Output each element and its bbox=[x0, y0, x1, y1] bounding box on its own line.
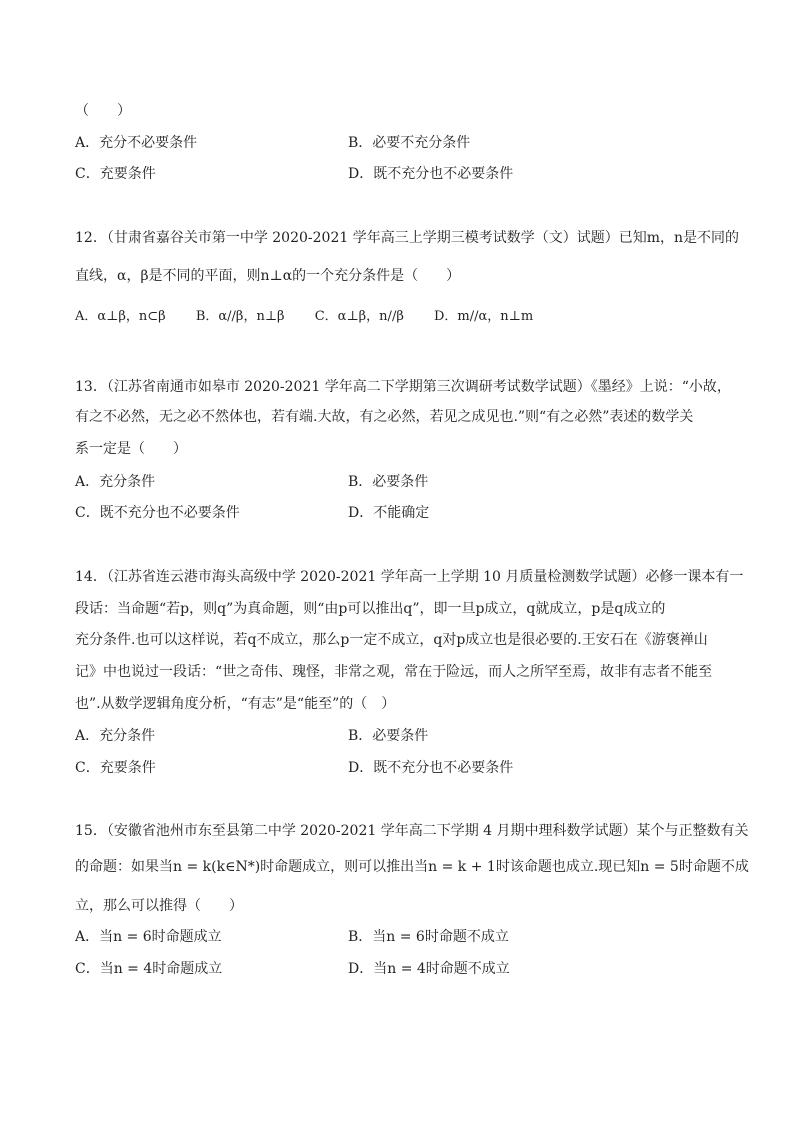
q14-stem-line-1: 14．（江苏省连云港市海头高级中学 2020-2021 学年高一上学期 10 月质量检测数学试题）必修一课本有一 bbox=[75, 569, 744, 585]
q13-stem-line-3: 系一定是（ ） bbox=[75, 441, 187, 457]
q13-option-b: B．必要条件 bbox=[348, 474, 429, 490]
q15-option-d: D．当n = 4时命题不成立 bbox=[348, 961, 510, 977]
q15-option-a: A．当n = 6时命题成立 bbox=[75, 929, 222, 945]
q14-option-c: C．充要条件 bbox=[75, 760, 156, 776]
q15-stem-line-2: 的命题：如果当n = k(k∈N*)时命题成立，则可以推出当n = k + 1时该命题也成立.现已知n = 5时命题不成 bbox=[75, 859, 749, 875]
q13-stem-line-1: 13．（江苏省南通市如皋市 2020-2021 学年高二下学期第三次调研考试数学试题）《墨经》上说：“小故， bbox=[75, 379, 731, 395]
q13-option-d: D．不能确定 bbox=[348, 505, 430, 521]
q14-stem-line-3: 充分条件.也可以这样说，若q不成立，那么p一定不成立，q对p成立也是很必要的.王安石在《游褒禅山 bbox=[75, 632, 708, 648]
q15-option-b: B．当n = 6时命题不成立 bbox=[348, 929, 509, 945]
q12-stem-line-2: 直线，α，β是不同的平面，则n⊥α的一个充分条件是（ ） bbox=[75, 268, 461, 284]
q15-option-c: C．当n = 4时命题成立 bbox=[75, 961, 223, 977]
q12-option-a: A．α⊥β，n⊂β bbox=[75, 309, 166, 324]
q11-option-c: C．充要条件 bbox=[75, 166, 156, 182]
q12-option-c: C．α⊥β，n//β bbox=[314, 309, 404, 324]
q13-option-c: C．既不充分也不必要条件 bbox=[75, 505, 240, 521]
q14-stem-line-4: 记》中也说过一段话：“世之奇伟、瑰怪，非常之观，常在于险远，而人之所罕至焉，故非有志者不能至 bbox=[75, 664, 713, 680]
q14-stem-line-2: 段话：当命题“若p，则q”为真命题，则“由p可以推出q”，即一旦p成立，q就成立，p是q成立的 bbox=[75, 601, 666, 617]
q12-option-d: D．m//α，n⊥m bbox=[433, 309, 534, 324]
q14-stem-line-5: 也”.从数学逻辑角度分析，“有志”是“能至”的（ ） bbox=[75, 696, 396, 712]
q14-option-d: D．既不充分也不必要条件 bbox=[348, 760, 514, 776]
q11-stem-tail: （ ） bbox=[75, 103, 131, 119]
q12-stem-line-1: 12．（甘肃省嘉谷关市第一中学 2020-2021 学年高三上学期三模考试数学（文）试题）已知m，n是不同的 bbox=[75, 230, 739, 246]
q12-options bbox=[75, 307, 533, 327]
q11-option-d: D．既不充分也不必要条件 bbox=[348, 166, 514, 182]
q11-option-a: A．充分不必要条件 bbox=[75, 135, 198, 151]
q15-stem-line-3: 立，那么可以推得（ ） bbox=[75, 898, 243, 914]
q11-option-b: B．必要不充分条件 bbox=[348, 135, 471, 151]
q13-stem-line-2: 有之不必然，无之必不然体也，若有端.大故，有之必然，若见之成见也.”则“有之必然”表述的数学关 bbox=[75, 409, 694, 425]
q14-option-b: B．必要条件 bbox=[348, 728, 429, 744]
q14-option-a: A．充分条件 bbox=[75, 728, 156, 744]
q12-option-b: B．α//β，n⊥β bbox=[195, 309, 285, 324]
q13-option-a: A．充分条件 bbox=[75, 474, 156, 490]
q15-stem-line-1: 15．（安徽省池州市东至县第二中学 2020-2021 学年高二下学期 4 月期中理科数学试题）某个与正整数有关 bbox=[75, 823, 749, 839]
